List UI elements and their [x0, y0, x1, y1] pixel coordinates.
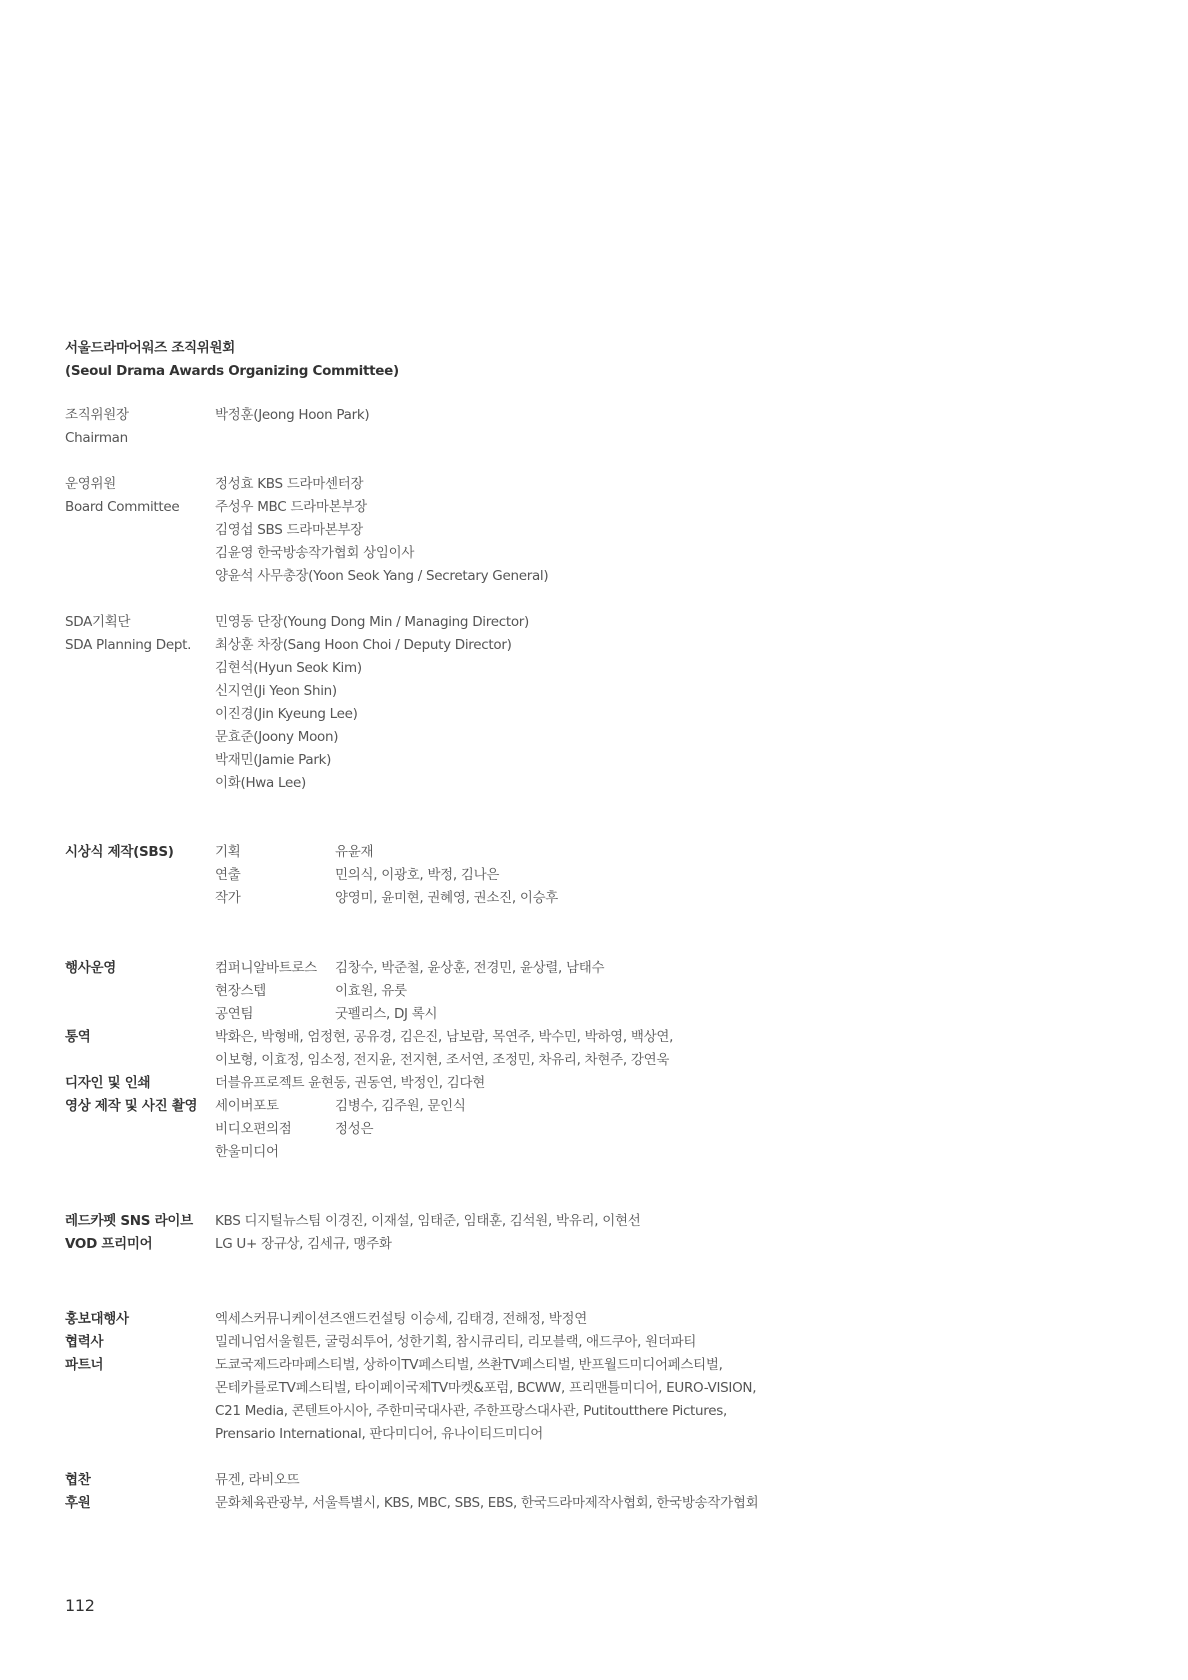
operations-names: 굿펠리스, DJ 록시 — [335, 1006, 438, 1022]
support-text: 문화체육관광부, 서울특별시, KBS, MBC, SBS, EBS, 한국드라마제작사협회, 한국방송작가협회 — [215, 1495, 759, 1511]
board-member: 김윤영 한국방송작가협회 상임이사 — [215, 545, 415, 561]
ceremony-role: 기획 — [215, 844, 241, 860]
ceremony-label: 시상식 제작(SBS) — [65, 844, 174, 860]
partners-text: 도쿄국제드라마페스티벌, 상하이TV페스티벌, 쓰촨TV페스티벌, 반프월드미디어페스티벌, — [215, 1357, 723, 1373]
sda-member: 문효준(Joony Moon) — [215, 729, 339, 745]
board-member: 주성우 MBC 드라마본부장 — [215, 499, 367, 515]
sda-member: 이진경(Jin Kyeung Lee) — [215, 706, 358, 722]
chairman-name: 박정훈(Jeong Hoon Park) — [215, 407, 370, 423]
video-label: 영상 제작 및 사진 촬영 — [65, 1098, 198, 1114]
sda-member: 이화(Hwa Lee) — [215, 775, 306, 791]
sda-section — [65, 611, 1065, 795]
operations-section — [65, 957, 1065, 1164]
board-member: 김영섭 SBS 드라마본부장 — [215, 522, 363, 538]
sponsor-section — [65, 1469, 1065, 1515]
board-label-ko: 운영위원 — [65, 476, 116, 492]
operations-names: 이효원, 유룻 — [335, 983, 407, 999]
chairman-section — [65, 404, 1065, 450]
video-role: 세이버포토 — [215, 1098, 279, 1114]
cooperation-text: 밀레니엄서울힐튼, 굴렁쇠투어, 성한기획, 참시큐리티, 리모블랙, 애드쿠아, 원더파티 — [215, 1334, 697, 1350]
cooperation-label: 협력사 — [65, 1334, 104, 1350]
sponsor-text: 뮤겐, 라비오뜨 — [215, 1472, 300, 1488]
interpretation-names: 이보형, 이효정, 임소정, 전지윤, 전지현, 조서연, 조정민, 차유리, 차현주, 강연욱 — [215, 1052, 670, 1068]
committee-heading — [65, 337, 399, 383]
operations-role: 현장스텝 — [215, 983, 266, 999]
sponsor-label: 협찬 — [65, 1472, 91, 1488]
board-label-en: Board Committee — [65, 499, 180, 515]
sda-member: 박재민(Jamie Park) — [215, 752, 332, 768]
design-text: 더블유프로젝트 윤현동, 권동연, 박정인, 김다현 — [215, 1075, 486, 1091]
vod-label: VOD 프리미어 — [65, 1236, 153, 1252]
board-member: 양윤석 사무총장(Yoon Seok Yang / Secretary General) — [215, 568, 549, 584]
partners-label: 파트너 — [65, 1357, 104, 1373]
chairman-label-en: Chairman — [65, 430, 128, 446]
ceremony-names: 민의식, 이광호, 박정, 김나은 — [335, 867, 500, 883]
redcarpet-label: 레드카펫 SNS 라이브 — [65, 1213, 193, 1229]
vod-text: LG U+ 장규상, 김세규, 맹주화 — [215, 1236, 392, 1252]
committee-heading-ko: 서울드라마어워즈 조직위원회 — [65, 340, 236, 356]
support-label: 후원 — [65, 1495, 91, 1511]
page-number: 112 — [65, 1596, 95, 1615]
partners-text: Prensario International, 판다미디어, 유나이티드미디어 — [215, 1426, 544, 1442]
video-role: 한울미디어 — [215, 1144, 279, 1160]
sda-label-ko: SDA기획단 — [65, 614, 131, 630]
sda-member: 민영동 단장(Young Dong Min / Managing Director) — [215, 614, 529, 630]
operations-role: 컴퍼니알바트로스 — [215, 960, 317, 976]
sda-label-en: SDA Planning Dept. — [65, 637, 192, 653]
design-label: 디자인 및 인쇄 — [65, 1075, 151, 1091]
partners-section — [65, 1308, 1065, 1446]
sda-member: 김현석(Hyun Seok Kim) — [215, 660, 362, 676]
ceremony-names: 유윤재 — [335, 844, 374, 860]
sda-member: 신지연(Ji Yeon Shin) — [215, 683, 337, 699]
ceremony-role: 연출 — [215, 867, 241, 883]
committee-heading-en: (Seoul Drama Awards Organizing Committee) — [65, 363, 399, 379]
ceremony-section — [65, 841, 1065, 910]
redcarpet-text: KBS 디지털뉴스팀 이경진, 이재설, 임태준, 임태훈, 김석원, 박유리, 이현선 — [215, 1213, 641, 1229]
interpretation-names: 박화은, 박형배, 엄정현, 공유경, 김은진, 남보람, 목연주, 박수민, 박하영, 백상연, — [215, 1029, 674, 1045]
operations-label: 행사운영 — [65, 960, 116, 976]
interpretation-label: 통역 — [65, 1029, 91, 1045]
video-names: 정성은 — [335, 1121, 374, 1137]
redcarpet-section — [65, 1210, 1065, 1256]
pr-text: 엑세스커뮤니케이션즈앤드컨설팅 이승세, 김태경, 전해정, 박정연 — [215, 1311, 587, 1327]
partners-text: C21 Media, 콘텐트아시아, 주한미국대사관, 주한프랑스대사관, Putitoutthere Pictures, — [215, 1403, 727, 1419]
ceremony-role: 작가 — [215, 890, 241, 906]
board-section — [65, 473, 1065, 588]
operations-role: 공연팀 — [215, 1006, 254, 1022]
ceremony-names: 양영미, 윤미현, 권혜영, 권소진, 이승후 — [335, 890, 559, 906]
sda-member: 최상훈 차장(Sang Hoon Choi / Deputy Director) — [215, 637, 512, 653]
partners-text: 몬테카를로TV페스티벌, 타이페이국제TV마켓&포럼, BCWW, 프리맨틀미디어, EURO-VISION, — [215, 1380, 757, 1396]
video-names: 김병수, 김주원, 문인식 — [335, 1098, 466, 1114]
operations-names: 김창수, 박준철, 윤상훈, 전경민, 윤상렬, 남태수 — [335, 960, 605, 976]
board-member: 정성효 KBS 드라마센터장 — [215, 476, 364, 492]
pr-label: 홍보대행사 — [65, 1311, 129, 1327]
chairman-label-ko: 조직위원장 — [65, 407, 129, 423]
video-role: 비디오편의점 — [215, 1121, 292, 1137]
